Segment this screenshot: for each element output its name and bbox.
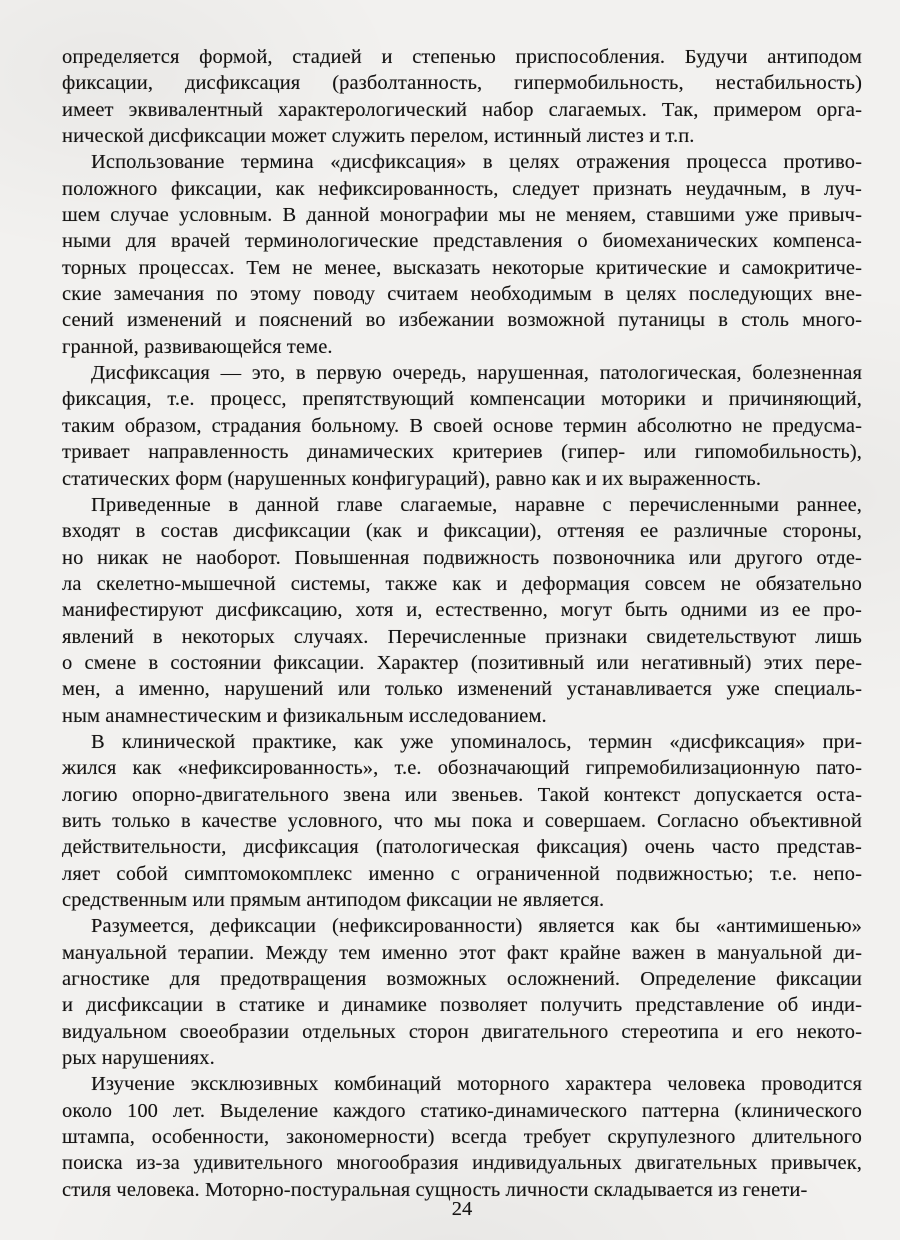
text-line: фиксации, дисфиксация (разболтанность, гипермобильность, нестабильность) bbox=[62, 72, 862, 95]
text-line: положного фиксации, как нефиксированность, следует признать неудачным, в луч- bbox=[62, 177, 862, 200]
text-line: видуальном своеобразии отдельных сторон двигательного стереотипа и его некото- bbox=[62, 1020, 862, 1043]
text-line: Дисфиксация — это, в первую очередь, нарушенная, патологическая, болезненная bbox=[91, 362, 862, 385]
text-line: средственным или прямым антиподом фиксации не является. bbox=[62, 889, 605, 911]
text-line: манифестируют дисфиксацию, хотя и, естественно, могут быть одними из ее про- bbox=[62, 599, 862, 622]
text-line: тривает направленность динамических критериев (гипер- или гипомобильность), bbox=[62, 441, 862, 464]
text-line: мен, а именно, нарушений или только изменений устанавливается уже специаль- bbox=[62, 678, 862, 701]
text-line: явлений в некоторых случаях. Перечисленные признаки свидетельствуют лишь bbox=[62, 625, 862, 648]
paragraph bbox=[62, 149, 862, 360]
page-number: 24 bbox=[451, 1198, 473, 1220]
text-line: ские замечания по этому поводу считаем необходимым в целях последующих вне- bbox=[62, 283, 862, 306]
text-line: Использование термина «дисфиксация» в целях отражения процесса противо- bbox=[91, 151, 862, 174]
text-line: около 100 лет. Выделение каждого статико-динамического паттерна (клинического bbox=[62, 1099, 862, 1122]
text-line: и дисфиксации в статике и динамике позволяет получить представление об инди- bbox=[62, 994, 862, 1017]
text-line: действительности, дисфиксация (патологическая фиксация) очень часто представ- bbox=[62, 836, 862, 859]
paragraph bbox=[62, 44, 862, 149]
text-line: определяется формой, стадией и степенью приспособления. Будучи антиподом bbox=[62, 46, 862, 68]
text-line: жился как «нефиксированность», т.е. обозначающий гипремобилизационную пато- bbox=[62, 757, 862, 780]
text-line: входят в состав дисфиксации (как и фиксации), оттеняя ее различные стороны, bbox=[62, 520, 862, 543]
text-line: шем случае условным. В данной монографии мы не меняем, ставшими уже привыч- bbox=[62, 204, 862, 227]
text-line: Приведенные в данной главе слагаемые, наравне с перечисленными раннее, bbox=[91, 493, 862, 516]
text-line: о смене в состоянии фиксации. Характер (позитивный или негативный) этих пере- bbox=[62, 651, 862, 674]
paragraph bbox=[62, 492, 862, 729]
text-line: имеет эквивалентный характерологический набор слагаемых. Так, примером орга- bbox=[62, 98, 862, 121]
text-line: рых нарушениях. bbox=[62, 1047, 215, 1070]
text-line: торных процессах. Тем не менее, высказать некоторые критические и самокритиче- bbox=[62, 256, 862, 279]
paragraph bbox=[62, 729, 862, 913]
text-line: агностике для предотвращения возможных осложнений. Определение фиксации bbox=[62, 968, 862, 991]
text-line: фиксация, т.е. процесс, препятствующий компенсации моторики и причиняющий, bbox=[62, 388, 862, 411]
text-line: мануальной терапии. Между тем именно этот факт крайне важен в мануальной ди- bbox=[62, 941, 862, 964]
text-line: ла скелетно-мышечной системы, также как и деформация совсем не обязательно bbox=[62, 572, 862, 595]
text-line: стиля человека. Моторно-постуральная сущность личности складывается из генети- bbox=[62, 1178, 808, 1201]
text-line: ными для врачей терминологические представления о биомеханических компенса- bbox=[62, 230, 862, 253]
text-line: таким образом, страдания больному. В своей основе термин абсолютно не предусма- bbox=[62, 414, 862, 437]
paragraph bbox=[62, 913, 862, 1071]
text-line: гранной, развивающейся теме. bbox=[62, 335, 333, 358]
text-line: поиска из-за удивительного многообразия индивидуальных двигательных привычек, bbox=[62, 1152, 862, 1175]
page-text bbox=[62, 44, 862, 1203]
paragraph bbox=[62, 1071, 862, 1203]
text-line: но никак не наоборот. Повышенная подвижность позвоночника или другого отде- bbox=[62, 546, 862, 569]
text-line: Изучение эксклюзивных комбинаций моторного характера человека проводится bbox=[91, 1073, 862, 1096]
text-line: вить только в качестве условного, что мы пока и совершаем. Согласно объективной bbox=[62, 809, 862, 832]
paragraph bbox=[62, 360, 862, 492]
text-line: логию опорно-двигательного звена или звеньев. Такой контекст допускается оста- bbox=[62, 783, 862, 806]
text-line: статических форм (нарушенных конфигураций), равно как и их выраженность. bbox=[62, 467, 762, 490]
text-line: Разумеется, дефиксации (нефиксированности) является как бы «антимишенью» bbox=[91, 915, 862, 938]
text-line: штампа, особенности, закономерности) всегда требует скрупулезного длительного bbox=[62, 1126, 862, 1149]
text-line: В клинической практике, как уже упоминалось, термин «дисфиксация» при- bbox=[91, 730, 862, 753]
text-line: ным анамнестическим и физикальным исследованием. bbox=[62, 704, 547, 727]
text-line: сений изменений и пояснений во избежании возможной путаницы в столь много- bbox=[62, 309, 862, 332]
text-line: ляет собой симптомокомплекс именно с ограниченной подвижностью; т.е. непо- bbox=[62, 862, 862, 885]
text-line: нической дисфиксации может служить перелом, истинный листез и т.п. bbox=[62, 125, 695, 148]
